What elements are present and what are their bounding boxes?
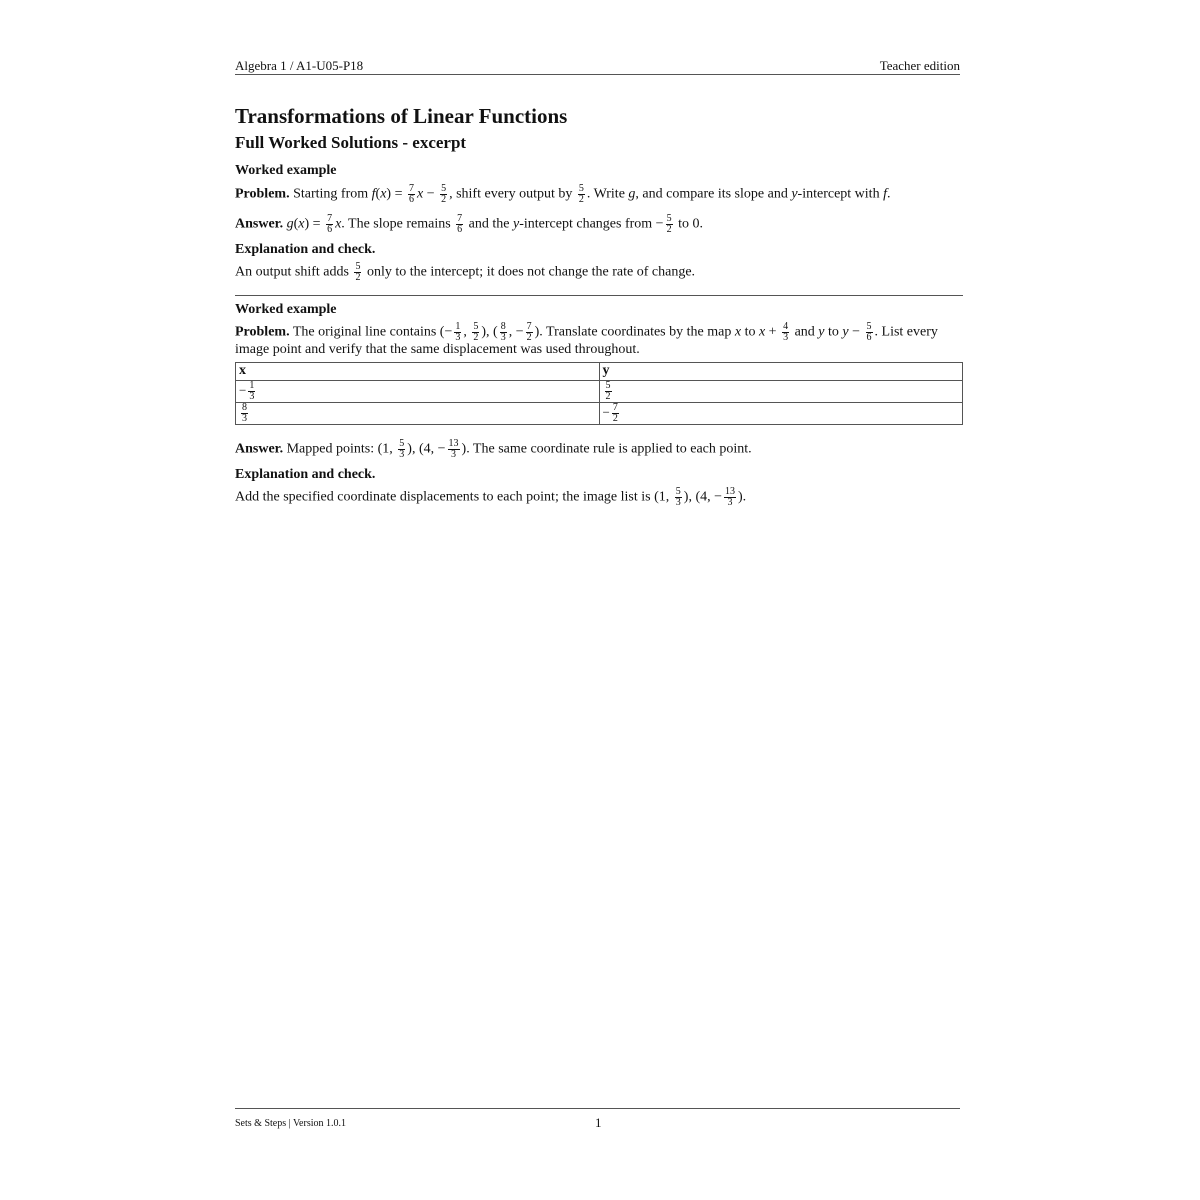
page-header: [235, 58, 960, 75]
example1-explanation-heading: Explanation and check.: [235, 242, 376, 257]
page-title: Transformations of Linear Functions: [235, 104, 568, 128]
section-divider: [235, 295, 963, 296]
problem-text: The original line contains: [292, 324, 437, 340]
problem-text: to: [744, 324, 756, 340]
table-row: [236, 403, 963, 425]
fraction: $\frac{5}{2}$: [473, 321, 479, 343]
explanation-text: An output shift adds: [235, 264, 349, 280]
problem-text: . List every: [874, 324, 938, 340]
problem-label: Problem.: [235, 186, 290, 202]
page-number: 1: [595, 1115, 602, 1130]
table-header-x: x: [236, 363, 600, 381]
answer-text: to 0.: [678, 216, 703, 232]
fraction: $\frac{5}{2}$: [605, 380, 611, 402]
fraction: $\frac{5}{2}$: [441, 183, 447, 205]
example2-problem: Problem. The original line contains (− $\frac{1}{3}$ , $\frac{5}{2}$ ), ( $\frac{8}{3}$ , − $\frac{7}{2}$ ). Translate coordinates by the map x to x + $\frac{4}{3}$ and y to y − $\frac{5}{6}$ . List every: [235, 321, 938, 343]
example1-problem: Problem. Starting from f(x) = $\frac{7}{6}$ x − $\frac{5}{2}$ , shift every output by $\frac{5}{2}$ . Write g, and compare its slope and y-intercept with f.: [235, 183, 891, 205]
example2-heading: Worked example: [235, 302, 337, 317]
fraction: $\frac{7}{6}$: [327, 213, 333, 235]
fraction: $\frac{13}{3}$: [725, 486, 736, 508]
fraction: $\frac{1}{3}$: [249, 380, 255, 402]
problem-text: -intercept with: [797, 186, 880, 202]
fraction: $\frac{5}{2}$: [666, 213, 672, 235]
answer-text: . The same coordinate rule is applied to each point.: [466, 441, 752, 457]
table-row: [236, 381, 963, 403]
example1-explanation: [235, 262, 695, 283]
fraction: $\frac{13}{3}$: [448, 438, 459, 460]
example1-answer: Answer. g(x) = $\frac{7}{6}$ x. The slope remains $\frac{7}{6}$ and the y-intercept changes from − $\frac{5}{2}$ to 0.: [235, 213, 703, 235]
fraction: $\frac{7}{6}$: [457, 213, 463, 235]
table-cell-y: [599, 381, 963, 403]
answer-text: and the: [468, 216, 510, 232]
fraction: $\frac{1}{3}$: [455, 321, 461, 343]
example2-explanation: Add the specified coordinate displacements to each point; the image list is (1, $\frac{5}{3}$ ), (4, − $\frac{13}{3}$ ).: [235, 486, 747, 508]
fraction: $\frac{4}{3}$: [783, 321, 789, 343]
example2-answer: Answer. Mapped points: (1, $\frac{5}{3}$ ), (4, − $\frac{13}{3}$ ). The same coordinate rule is applied to each point.: [235, 438, 752, 460]
explanation-text: only to the intercept; it does not change the rate of change.: [366, 264, 696, 280]
example2-explanation-heading: Explanation and check.: [235, 467, 376, 482]
table-cell-x: − $\frac{1}{3}$: [236, 381, 600, 403]
problem-text: . Translate coordinates by the map: [539, 324, 732, 340]
table-cell-y: − $\frac{7}{2}$: [599, 403, 963, 425]
table-header-row: [236, 363, 963, 381]
example2-problem-line2: image point and verify that the same displacement was used throughout.: [235, 342, 640, 357]
fraction: $\frac{7}{6}$: [408, 183, 414, 205]
document-page: [235, 0, 963, 1200]
fraction: $\frac{8}{3}$: [500, 321, 506, 343]
fraction: $\frac{7}{2}$: [526, 321, 532, 343]
answer-text: Mapped points:: [286, 441, 375, 457]
fraction: $\frac{5}{2}$: [578, 183, 584, 205]
example1-heading: Worked example: [235, 163, 337, 178]
points-table: [235, 362, 963, 425]
problem-text: and: [794, 324, 815, 340]
fraction: $\frac{5}{3}$: [675, 486, 681, 508]
answer-label: Answer.: [235, 216, 284, 232]
table-header-y: y: [599, 363, 963, 381]
footer-version: Sets & Steps | Version 1.0.1: [235, 1118, 346, 1129]
problem-text: Starting from: [293, 186, 369, 202]
course-code: Algebra 1 / A1-U05-P18: [235, 58, 364, 73]
answer-text: . The slope remains: [341, 216, 451, 232]
explanation-text: Add the specified coordinate displacements to each point; the image list is: [235, 489, 651, 505]
edition-label: Teacher edition: [879, 58, 960, 73]
problem-text: shift every output by: [456, 186, 573, 202]
fraction: $\frac{7}{2}$: [612, 402, 618, 424]
fraction: $\frac{5}{2}$: [355, 261, 361, 283]
problem-text: , and compare its slope and: [635, 186, 788, 202]
fraction: $\frac{5}{6}$: [866, 321, 872, 343]
problem-label: Problem.: [235, 324, 290, 340]
answer-label: Answer.: [235, 441, 284, 457]
answer-text: -intercept changes from: [519, 216, 653, 232]
fraction: $\frac{8}{3}$: [242, 402, 247, 424]
page-footer: [235, 1108, 960, 1130]
problem-text: to: [828, 324, 839, 340]
page-subtitle: Full Worked Solutions - excerpt: [235, 133, 467, 152]
problem-text: . Write: [586, 186, 625, 202]
table-cell-x: [236, 403, 600, 425]
fraction: $\frac{5}{3}$: [399, 438, 405, 460]
